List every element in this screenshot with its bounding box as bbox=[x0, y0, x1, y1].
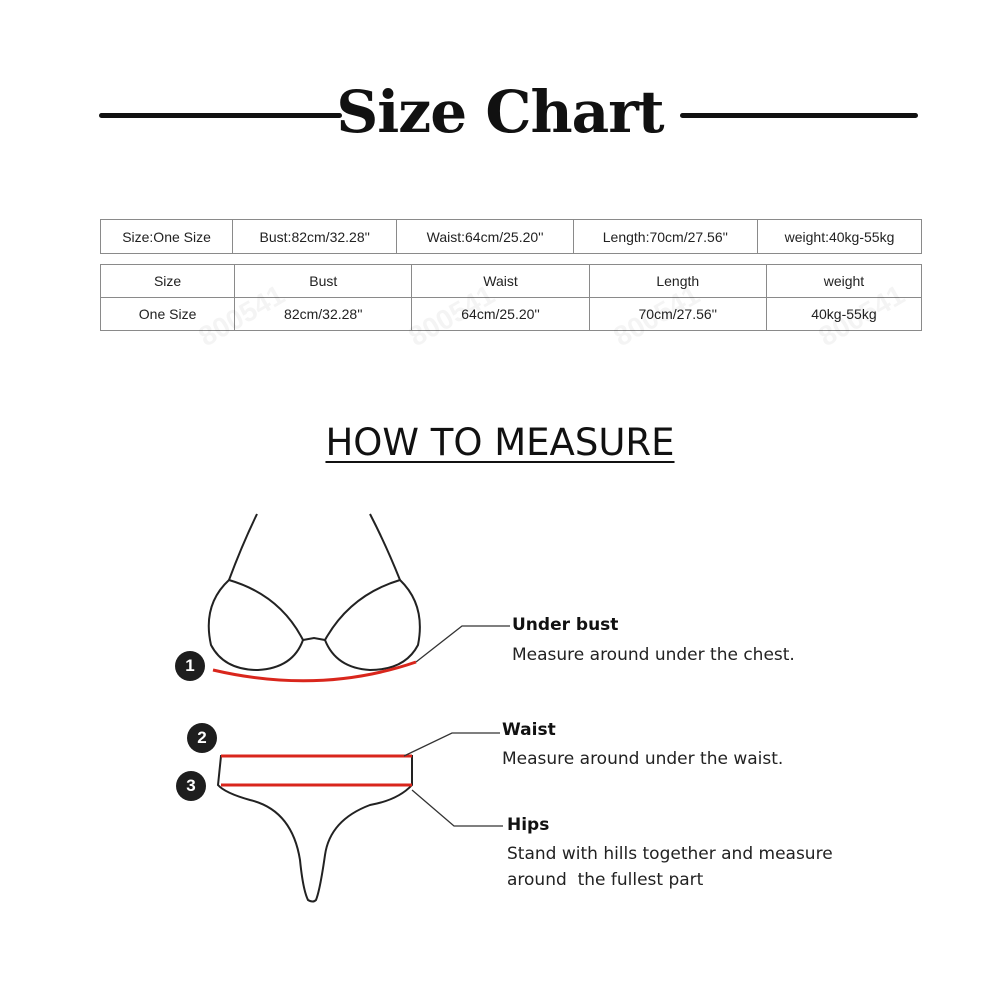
table-cell: 40kg-55kg bbox=[766, 298, 921, 331]
marker-1-badge: 1 bbox=[175, 651, 205, 681]
table-cell: 70cm/27.56'' bbox=[589, 298, 766, 331]
left-cup bbox=[209, 580, 303, 670]
table-cell: Size:One Size bbox=[101, 220, 233, 254]
waist-description: Measure around under the waist. bbox=[502, 749, 784, 769]
right-cup bbox=[325, 580, 420, 670]
table-header-cell: Waist bbox=[412, 265, 589, 298]
marker-2-badge: 2 bbox=[187, 723, 217, 753]
table-cell: Waist:64cm/25.20'' bbox=[397, 220, 573, 254]
under-bust-leader-line bbox=[416, 626, 510, 662]
how-to-measure-title: HOW TO MEASURE bbox=[325, 421, 675, 464]
hips-leader-line bbox=[412, 790, 503, 826]
marker-3-badge: 3 bbox=[176, 771, 206, 801]
table-header-cell: weight bbox=[766, 265, 921, 298]
right-strap bbox=[370, 514, 400, 580]
hips-description-line-2: around the fullest part bbox=[507, 870, 704, 890]
left-strap bbox=[229, 514, 257, 580]
waist-leader-line bbox=[404, 733, 500, 756]
table-header-cell: Size bbox=[101, 265, 235, 298]
table-cell: 82cm/32.28'' bbox=[235, 298, 412, 331]
table-cell: 64cm/25.20'' bbox=[412, 298, 589, 331]
under-bust-title: Under bust bbox=[512, 615, 619, 635]
briefs-outline bbox=[218, 756, 412, 902]
under-bust-description: Measure around under the chest. bbox=[512, 645, 795, 665]
hips-title: Hips bbox=[507, 815, 550, 835]
table-header-cell: Bust bbox=[235, 265, 412, 298]
table-cell: Bust:82cm/32.28'' bbox=[233, 220, 397, 254]
waist-title: Waist bbox=[502, 720, 556, 740]
hips-description-line-1: Stand with hills together and measure bbox=[507, 844, 833, 864]
table-cell: One Size bbox=[101, 298, 235, 331]
table-header-cell: Length bbox=[589, 265, 766, 298]
table-cell: Length:70cm/27.56'' bbox=[573, 220, 757, 254]
bra-center bbox=[303, 638, 325, 640]
table-cell: weight:40kg-55kg bbox=[758, 220, 922, 254]
page-title: Size Chart bbox=[336, 78, 664, 146]
